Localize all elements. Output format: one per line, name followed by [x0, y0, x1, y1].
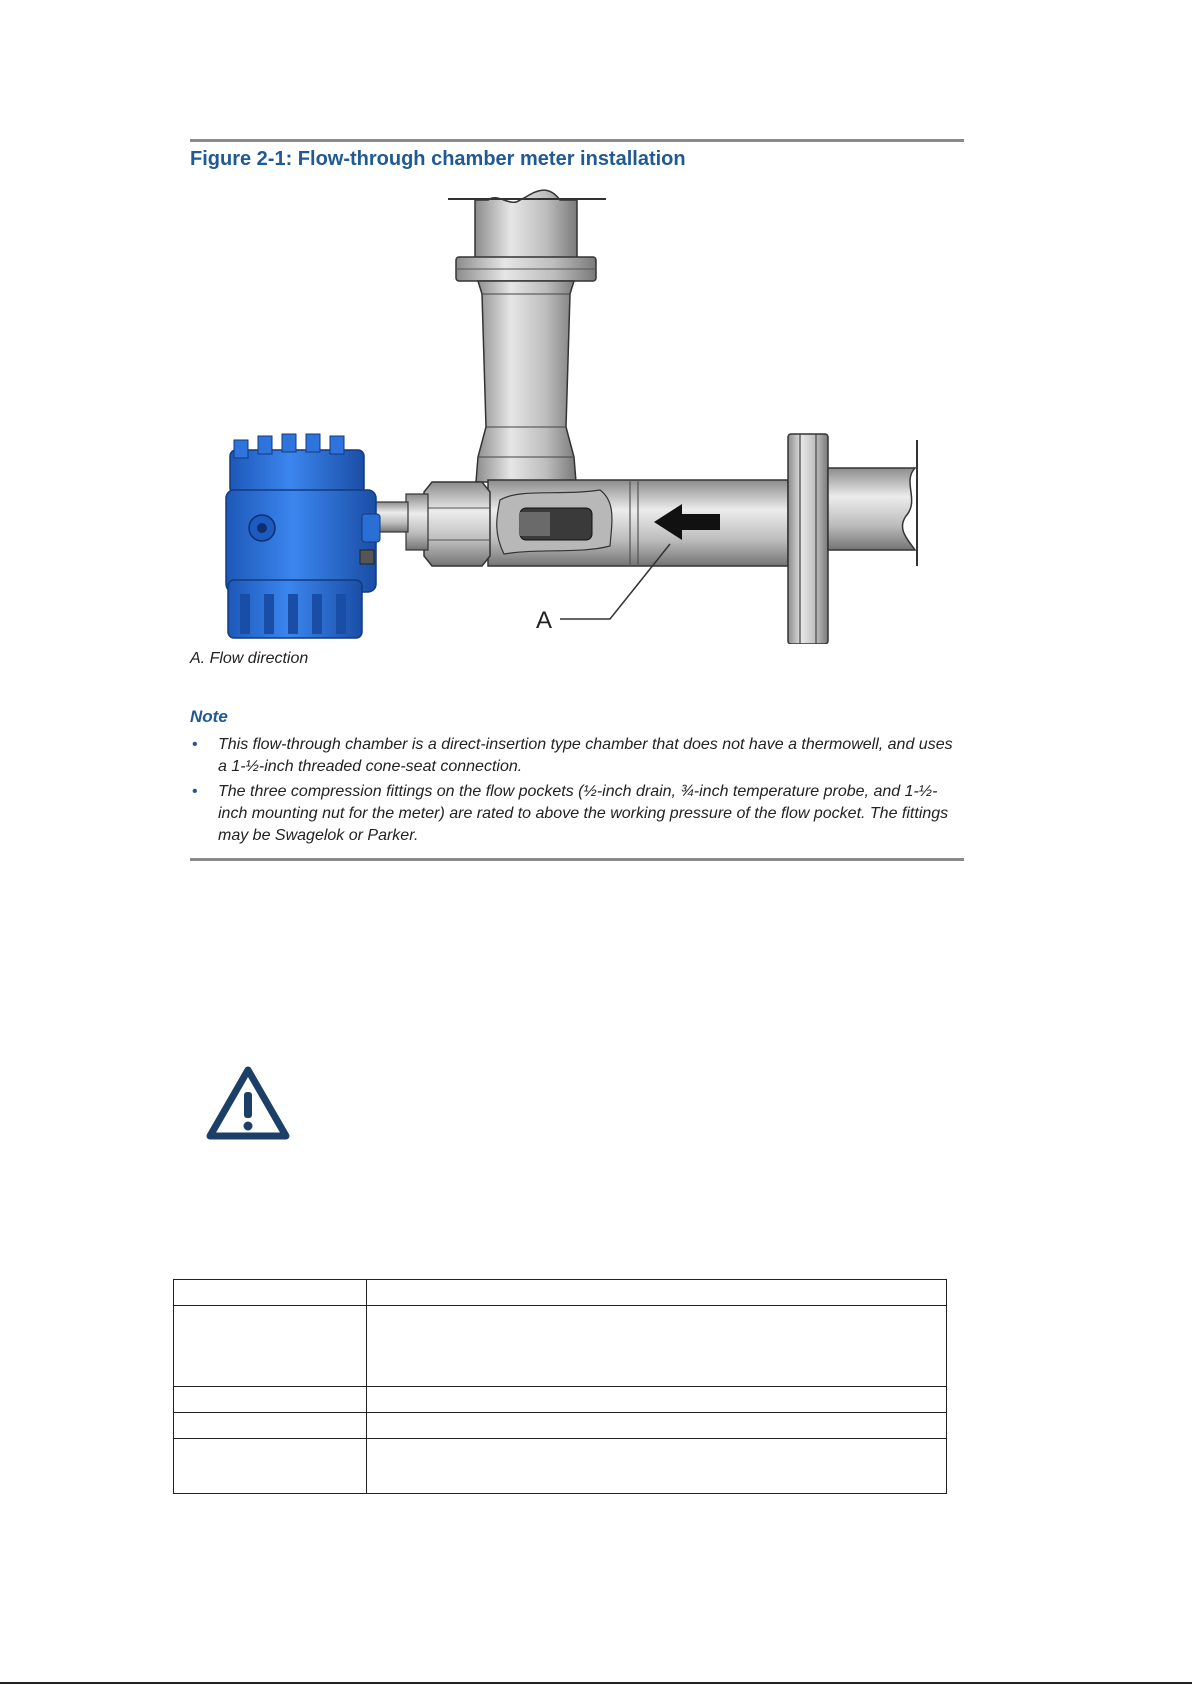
figure-caption: A. Flow direction — [190, 650, 309, 667]
table-cell — [367, 1387, 947, 1413]
note-item — [190, 781, 964, 847]
flow-chamber-illustration — [220, 182, 940, 644]
spec-table — [173, 1279, 947, 1494]
page-bottom-line — [0, 1682, 1192, 1684]
table-cell — [367, 1280, 947, 1306]
table-cell — [367, 1439, 947, 1494]
table-cell — [174, 1387, 367, 1413]
compression-nut — [406, 494, 428, 550]
table-cell — [174, 1413, 367, 1439]
note-text: This flow-through chamber is a direct-insertion type chamber that does not have a thermowell, and uses a 1-½-inch threaded cone-seat connection. — [218, 736, 953, 775]
transmitter-head — [226, 434, 380, 638]
table-row — [174, 1280, 947, 1306]
table-cell — [174, 1306, 367, 1387]
table-row — [174, 1387, 947, 1413]
outlet-pipe — [828, 468, 915, 550]
figure-title: Figure 2-1: Flow-through chamber meter installation — [190, 148, 686, 170]
hex-fitting — [424, 482, 490, 566]
vertical-riser — [476, 281, 576, 482]
table-cell — [367, 1306, 947, 1387]
table-row — [174, 1439, 947, 1494]
table-cell — [367, 1413, 947, 1439]
figure-top-rule — [190, 139, 964, 142]
callout-label-a: A — [536, 607, 553, 634]
bullet-icon: • — [192, 736, 198, 753]
top-pipe-stub — [475, 190, 577, 260]
table-cell — [174, 1439, 367, 1494]
warning-triangle-icon — [204, 1064, 292, 1144]
note-item — [190, 734, 964, 778]
right-flange — [788, 434, 828, 644]
note-list — [190, 734, 964, 850]
figure-bottom-rule — [190, 858, 964, 861]
bullet-icon: • — [192, 783, 198, 800]
table-row — [174, 1413, 947, 1439]
note-heading: Note — [190, 707, 228, 726]
note-text: The three compression fittings on the flow pockets (½-inch drain, ¾-inch temperature probe, and 1-½-inch mounting nut for the meter) are rated to above the working pressure of the flow pocket. The fittings may be Swagelok or Parker. — [218, 783, 949, 844]
table-row — [174, 1306, 947, 1387]
table-cell — [174, 1280, 367, 1306]
